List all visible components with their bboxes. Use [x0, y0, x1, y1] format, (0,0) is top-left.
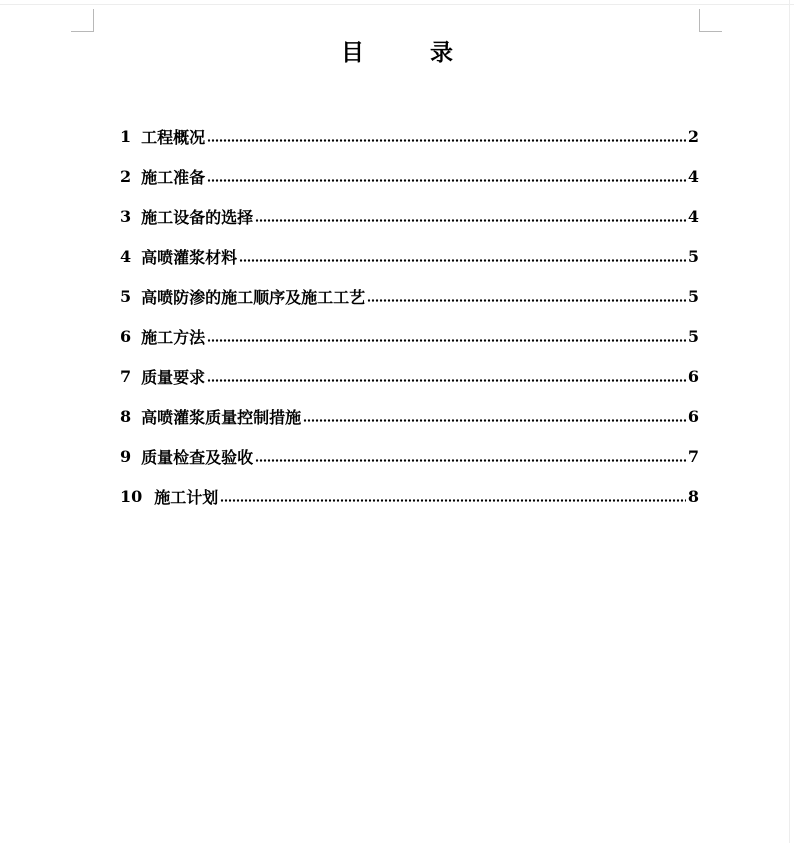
toc-dot-leader	[207, 179, 686, 182]
toc-entry-number: 6	[120, 326, 132, 346]
toc-entry-title: 高喷灌浆材料	[141, 247, 238, 267]
page-right-edge	[789, 0, 790, 843]
toc-dot-leader	[303, 419, 686, 422]
toc-entry[interactable]	[120, 396, 699, 436]
toc-entry-page-number: 6	[687, 366, 699, 386]
toc-entry-title: 高喷灌浆质量控制措施	[141, 407, 302, 427]
toc-dot-leader	[255, 459, 686, 462]
toc-entry[interactable]	[120, 436, 699, 476]
toc-entry-number: 9	[120, 446, 132, 466]
toc-dot-leader	[207, 379, 686, 382]
page-top-edge	[0, 4, 794, 5]
toc-dot-leader	[255, 219, 686, 222]
toc-entry-page-number: 5	[687, 326, 699, 346]
toc-entry-title: 质量检查及验收	[141, 447, 254, 467]
toc-entry-number: 8	[120, 406, 132, 426]
toc-entry-page-number: 4	[687, 206, 699, 226]
toc-entry-title: 施工计划	[154, 487, 219, 507]
toc-entry-number: 1	[120, 126, 132, 146]
toc-entry[interactable]	[120, 196, 699, 236]
toc-entry[interactable]	[120, 316, 699, 356]
toc-dot-leader	[207, 339, 686, 342]
toc-dot-leader	[220, 499, 686, 502]
table-of-contents	[120, 116, 699, 516]
toc-entry-number: 5	[120, 286, 132, 306]
toc-entry-number: 4	[120, 246, 132, 266]
toc-entry-number: 2	[120, 166, 132, 186]
toc-entry-page-number: 6	[687, 406, 699, 426]
margin-corner-top-left	[71, 9, 94, 32]
toc-entry[interactable]	[120, 476, 699, 516]
toc-entry-page-number: 5	[687, 246, 699, 266]
toc-entry-title: 工程概况	[141, 127, 206, 147]
toc-entry-number: 10	[120, 486, 143, 506]
toc-entry-page-number: 8	[687, 486, 699, 506]
toc-entry[interactable]	[120, 356, 699, 396]
toc-entry[interactable]	[120, 236, 699, 276]
toc-entry-title: 施工方法	[141, 327, 206, 347]
toc-entry-number: 3	[120, 206, 132, 226]
toc-entry-number: 7	[120, 366, 132, 386]
toc-entry-page-number: 2	[687, 126, 699, 146]
toc-entry[interactable]	[120, 276, 699, 316]
margin-corner-top-right	[699, 9, 722, 32]
toc-entry-page-number: 7	[687, 446, 699, 466]
toc-entry-title: 施工准备	[141, 167, 206, 187]
toc-dot-leader	[239, 259, 686, 262]
toc-entry[interactable]	[120, 116, 699, 156]
toc-entry-title: 质量要求	[141, 367, 206, 387]
toc-entry-title: 施工设备的选择	[141, 207, 254, 227]
toc-dot-leader	[367, 299, 686, 302]
toc-entry-page-number: 5	[687, 286, 699, 306]
toc-entry-title: 高喷防渗的施工顺序及施工工艺	[141, 287, 366, 307]
page-title: 目 录	[340, 39, 482, 66]
toc-dot-leader	[207, 139, 686, 142]
toc-entry-page-number: 4	[687, 166, 699, 186]
toc-entry[interactable]	[120, 156, 699, 196]
